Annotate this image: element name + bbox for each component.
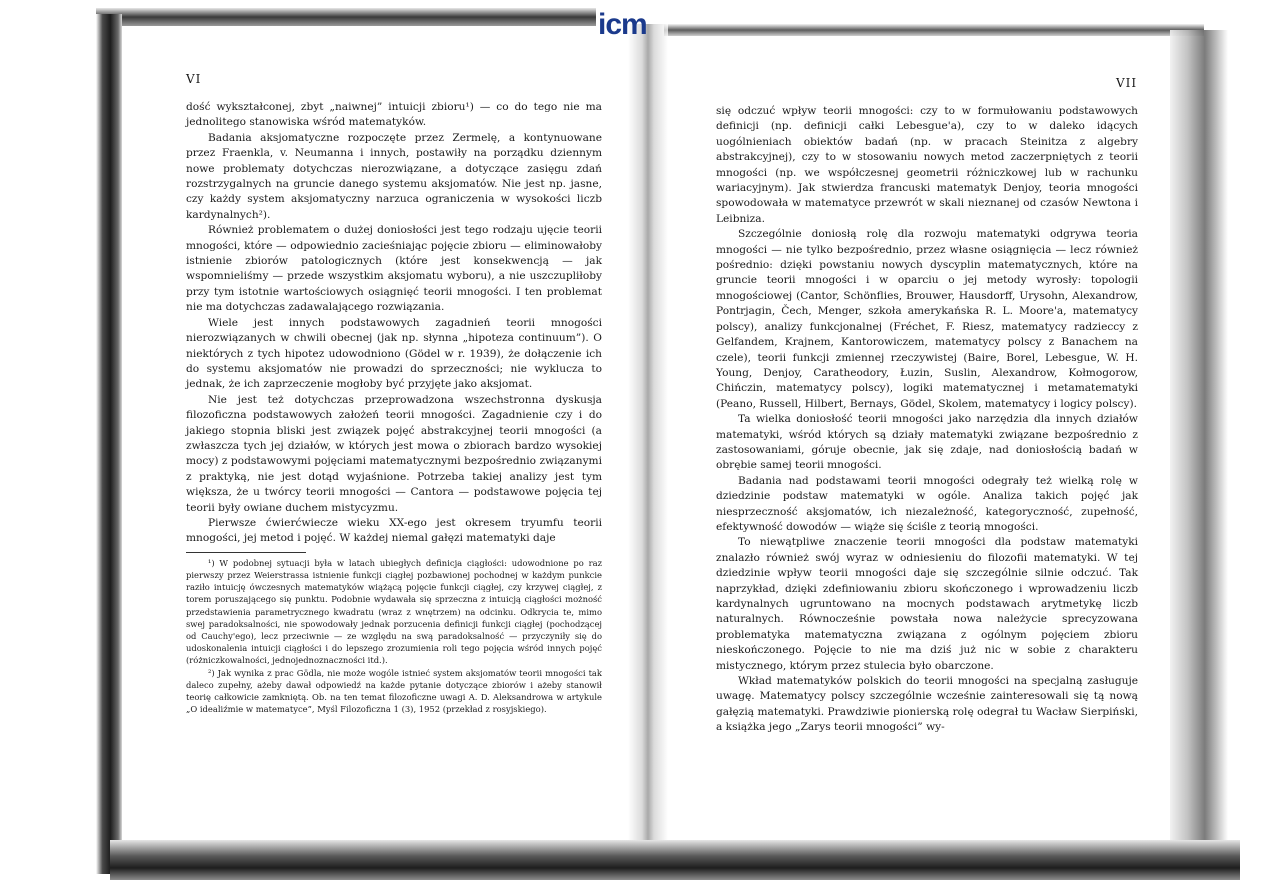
page-number-left: VI [186,72,202,86]
icm-logo-text: icm [598,8,647,41]
left-page [186,100,602,715]
right-paragraph-5: To niewątpliwe znaczenie teorii mnogości dla podstaw matematyki znalazło również swój wyraz w odniesieniu do filozofii matematyki. W tej dziedzinie wpływ teorii mnogości daje się szczególnie silnie odczuć. Tak naprzykład, dzięki zdefiniowaniu zbioru skończonego i wprowadzeniu liczb kardynalnych ugruntowano na mocnych podstawach arytmetykę liczb naturalnych. Równocześnie powstała nowa należycie sprecyzowana problematyka matematyczna związana z ogólnym pojęciem zbioru nieskończonego. Pojęcie to nie ma dziś już nic w sobie z charakteru mistycznego, którym przez stulecia było obarczone. [716,536,1138,672]
footnote-divider [186,552,306,553]
right-paragraph-3: Ta wielka doniosłość teorii mnogości jako narzędzia dla innych działów matematyki, wśród których są działy matematyki związane bezpośrednio z zastosowaniami, góruje obecnie, jak się zdaje, nad doniosłością badań w obrębie samej teorii mnogości. [716,413,1138,472]
scan-shadow-top [96,8,596,26]
book-gutter [628,24,668,854]
page-number-right: VII [1116,76,1138,90]
right-paragraph-6: Wkład matematyków polskich do teorii mnogości na specjalną zasługuje uwagę. Matematycy polscy szczególnie wcześnie zainteresowali się tą nową gałęzią matematyki. Prawdziwie pionierską rolę odegrał tu Wacław Sierpiński, a książka jego „Zarys teorii mnogości” wy- [716,675,1138,734]
footnote-2: ²) Jak wynika z prac Gödla, nie może wogóle istnieć system aksjomatów teorii mnogości tak daleco zupełny, ażeby dawał odpowiedź na każde pytanie dotyczące zbiorów i ażeby stanowił teorię całkowicie zamkniętą. Ob. na ten temat filozoficzne uwagi A. D. Aleksandrowa w artykule „O idealiźmie w matematyce”, Myśl Filozoficzna 1 (3), 1952 (przekład z rosyjskiego). [186,667,602,715]
icm-logo [598,8,660,46]
left-paragraph-1: dość wykształconej, zbyt „naiwnej” intuicji zbioru¹) — co do tego nie ma jednolitego stanowiska wśród matematyków. [186,101,602,129]
scan-shadow-top-right [664,24,1204,36]
right-paragraph-2: Szczególnie doniosłą rolę dla rozwoju matematyki odgrywa teoria mnogości — nie tylko bezpośrednio, przez własne osiągnięcia — lecz również pośrednio: dzięki powstaniu nowych dyscyplin matematycznych, które na gruncie teorii mnogości i w oparciu o jej metody wyrosły: topologii mnogościowej (Cantor, Schönflies, Brouwer, Hausdorff, Urysohn, Alexandrow, Pontrjagin, Čech, Menger, szkoła amerykańska R. L. Moore'a, matematycy polscy), analizy funkcjonalnej (Fréchet, F. Riesz, matematycy radzieccy z Gelfandem, Krajnem, Kantorowiczem, matematycy polscy z Banachem na czele), teorii funkcji zmiennej rzeczywistej (Baire, Borel, Lebesgue, W. H. Young, Denjoy, Caratheodory, Łuzin, Suslin, Alexandrow, Kołmogorow, Chińczin, matematycy polscy), logiki matematycznej i metamatematyki (Peano, Russell, Hilbert, Bernays, Gödel, Skolem, matematycy i logicy polscy). [716,228,1138,410]
left-paragraph-4: Wiele jest innych podstawowych zagadnień teorii mnogości nierozwiązanych w chwili obecnej (jak np. słynna „hipoteza continuum”). O niektórych z tych hipotez udowodniono (Gödel w r. 1939), że dołączenie ich do systemu aksjomatów nie prowadzi do sprzeczności; nie wyklucza to jednak, że ich zaprzeczenie mogłoby być przyjęte jako aksjomat. [186,316,602,391]
right-paragraph-4: Badania nad podstawami teorii mnogości odegrały też wielką rolę w dziedzinie podstaw matematyki w ogóle. Analiza takich pojęć jak niesprzeczność aksjomatów, ich niezależność, kategoryczność, zupełność, efektywność dowodów — wiąże się ściśle z teorią mnogości. [716,474,1138,533]
left-paragraph-3: Również problematem o dużej doniosłości jest tego rodzaju ujęcie teorii mnogości, które — odpowiednio zacieśniając pojęcie zbioru — eliminowałoby istnienie zbiorów patologicznych (które jest konsekwencją — jak wspomnieliśmy — przede wszystkim aksjomatu wyboru), a nie uszczupliłoby przy tym istotnie wartościowych osiągnięć teorii mnogości. I ten problemat nie ma dotychczas zadawalającego rozwiązania. [186,224,602,314]
scan-shadow-bottom [110,840,1240,880]
scan-shadow-right [1170,30,1228,870]
left-paragraph-6: Pierwsze ćwierćwiecze wieku XX-ego jest okresem tryumfu teorii mnogości, jej metod i pojęć. W każdej niemal gałęzi matematyki daje [186,516,602,545]
left-paragraph-5: Nie jest też dotychczas przeprowadzona wszechstronna dyskusja filozoficzna podstawowych założeń teorii mnogości. Zagadnienie czy i do jakiego stopnia bliski jest związek pojęć abstrakcyjnej teorii mnogości (a zwłaszcza tych jej działów, w których jest mowa o zbiorach bardzo wysokiej mocy) z podstawowymi pojęciami matematycznymi bezpośrednio związanymi z praktyką, nie jest dotąd wyjaśnione. Potrzeba takiej analizy jest tym większa, że u twórcy teorii mnogości — Cantora — podstawowe pojęcia tej teorii były owiane duchem mistycyzmu. [186,393,602,514]
right-page [716,104,1138,736]
right-paragraph-1: się odczuć wpływ teorii mnogości: czy to w formułowaniu podstawowych definicji (np. definicji całki Lebesgue'a), czy to w daleko idących uogólnieniach obiektów badań (np. w pracach Steinitza z algebry abstrakcyjnej), czy to w stosowaniu nowych metod zaczerpniętych z teorii mnogości (np. we współczesnej geometrii różniczkowej lub w rachunku wariacyjnym). Jak stwierdza francuski matematyk Denjoy, teoria mnogości spowodowała w matematyce przewrót w skali nieznanej od czasów Newtona i Leibniza. [716,105,1138,225]
left-paragraph-2: Badania aksjomatyczne rozpoczęte przez Zermelę, a kontynuowane przez Fraenkla, v. Neumanna i innych, postawiły na porządku dziennym nowe problematy dotychczas nierozwiązane, a dotyczące zasięgu zdań rozstrzygalnych na gruncie danego systemu aksjomatów. Nie jest np. jasne, czy każdy system aksjomatyczny narzuca ograniczenia w wysokości liczb kardynalnych²). [186,131,602,221]
scan-shadow-left [96,14,122,874]
footnote-1: ¹) W podobnej sytuacji była w latach ubiegłych definicja ciągłości: udowodnione po raz pierwszy przez Weierstrassa istnienie funkcji ciągłej pozbawionej pochodnej w każdym punkcie raziło intuicję ówczesnych matematyków wiążącą pojęcie funkcji ciągłej, czy krzywej ciągłej, z torem poruszającego się punktu. Podobnie wydawała się sprzeczna z intuicją ciągłości możność przedstawienia parametrycznego kwadratu (wraz z wnętrzem) na odcinku. Odkrycia te, mimo swej paradoksalności, nie spowodowały jednak porzucenia definicji funkcji ciągłej (pochodzącej od Cauchy'ego), lecz przeciwnie — ze względu na swą paradoksalność — przyczyniły się do udoskonalenia intuicji ciągłości i do lepszego zrozumienia roli tego pojęcia wśród innych pojęć (różniczkowalności, jednojednoznaczności itd.). [186,557,602,666]
